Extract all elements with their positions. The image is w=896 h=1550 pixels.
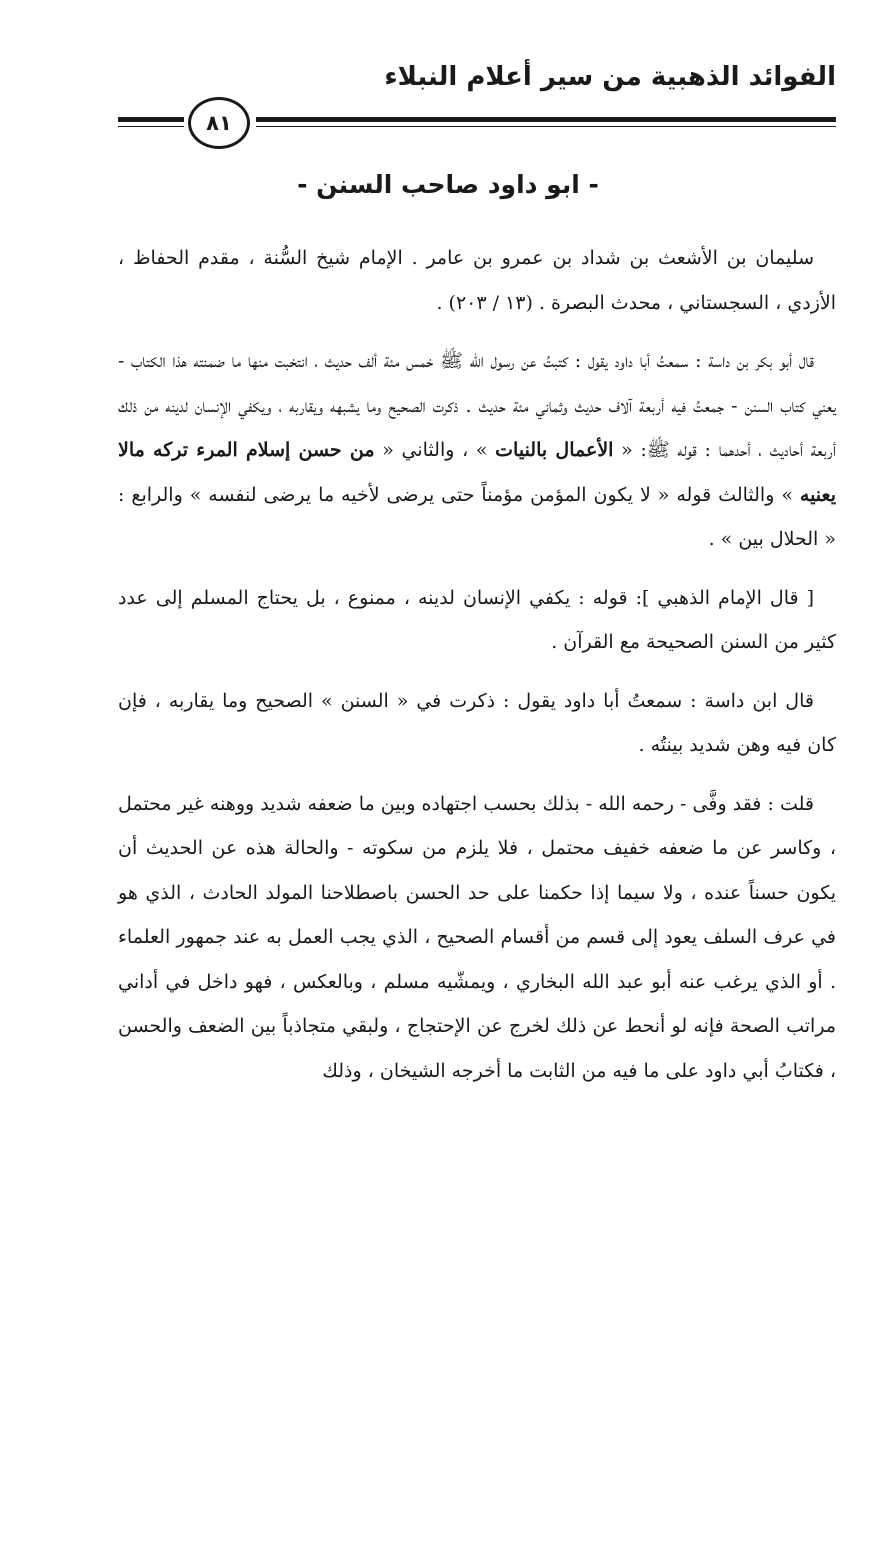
paragraph-text-segment: قال أبو بكر بن داسة : سمعتُ أبا داود يقول : كتبتُ عن رسول الله ﷺ خمس مئة ألف حديث ، انتخبت منها ما ضمنته هذا الكتاب - يعني كتاب السنن - جمعتُ فيه أربعة آلاف حديث وثماني مئة حديث . ذكرت الصحيح وما يشبهه ويقاربه ، ويكفي الإنسان لدينه من ذلك أربعة أحاديث ، أحدهما : قوله ﷺ: « (118, 350, 836, 461)
body-text (118, 236, 836, 1093)
header-rule-left-thin (118, 126, 184, 127)
paragraph-ibn-dasa-narration (118, 339, 836, 562)
paragraph-text-segment: » ، والثاني « (374, 439, 496, 461)
paragraph-author-note: قلت : فقد وفَّى - رحمه الله - بذلك بحسب اجتهاده وبين ما ضعفه شديد ووهنه غير محتمل ، وكاسر عن ما ضعفه خفيف محتمل ، فلا يلزم من سكوته - والحالة هذه عن الحديث أن يكون حسناً عنده ، ولا سيما إذا حكمنا على حد الحسن باصطلاحنا المولد الحادث ، الذي هو في عرف السلف يعود إلى قسم من أقسام الصحيح ، الذي يجب العمل به عند جمهور العلماء . أو الذي يرغب عنه أبو عبد الله البخاري ، ويمشّيه مسلم ، وبالعكس ، فهو داخل في أداني مراتب الصحة فإنه لو أنحط عن ذلك لخرج عن الإحتجاج ، ولبقي متجاذباً بين الضعف والحسن ، فكتابُ أبي داود على ما فيه من الثابت ما أخرجه الشيخان ، وذلك (118, 792, 836, 1082)
section-heading: - ابو داود صاحب السنن - (297, 170, 599, 199)
header-rule-left (118, 117, 184, 122)
page-number: ٨١ (188, 97, 250, 149)
paragraph-dhahabi-comment: [ قال الإمام الذهبي ]: قوله : يكفي الإنسان لدينه ، ممنوع ، بل يحتاج المسلم إلى عدد كثير من السنن الصحيحة مع القرآن . (118, 586, 836, 653)
hadith-quote-2: من حسن إسلام المرء تركه مالا يعنيه (118, 439, 836, 506)
book-title: الفوائد الذهبية من سير أعلام النبلاء (384, 62, 836, 92)
header-rule-right-thin (256, 126, 836, 127)
header-rule-right (256, 117, 836, 122)
paragraph-biography: سليمان بن الأشعث بن شداد بن عمرو بن عامر . الإمام شيخ السُّنة ، مقدم الحفاظ ، الأزدي ، السجستاني ، محدث البصرة . (١٣ / ٢٠٣) . (118, 247, 836, 314)
paragraph-text-segment: » والثالث قوله « لا يكون المؤمن مؤمناً حتى يرضى لأخيه ما يرضى لنفسه » والرابع : « الحلال بين » . (118, 483, 836, 550)
paragraph-sunan-statement: قال ابن داسة : سمعتُ أبا داود يقول : ذكرت في « السنن » الصحيح وما يقاربه ، فإن كان فيه وهن شديد بينتُه . (118, 689, 836, 756)
hadith-quote-1: الأعمال بالنيات (495, 439, 614, 461)
